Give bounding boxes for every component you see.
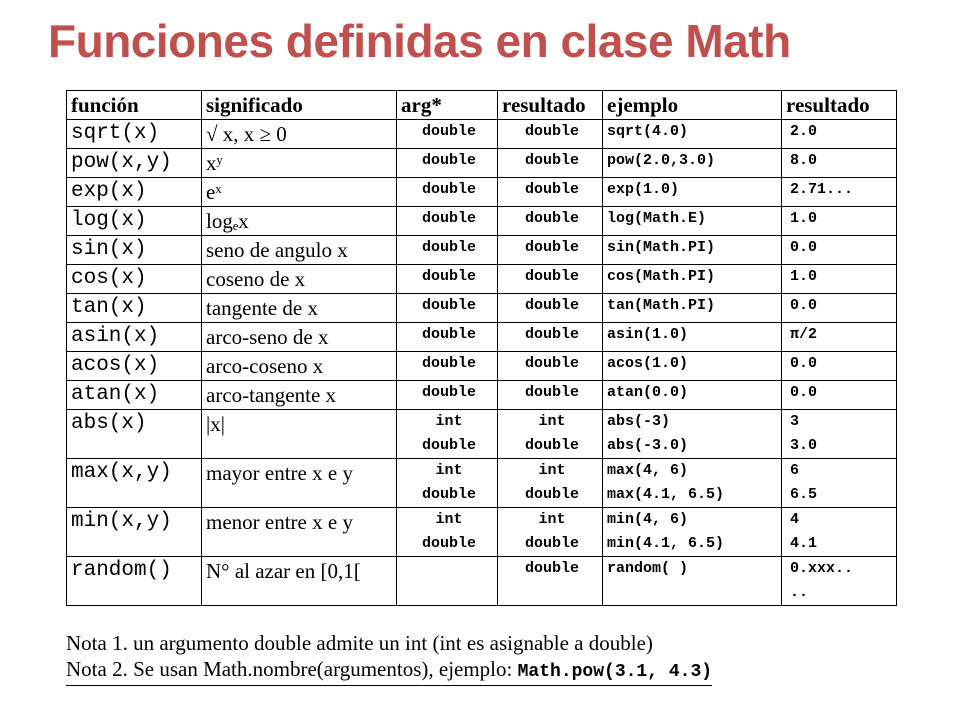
function-name-cell: min(x,y)	[66, 508, 201, 557]
meaning-cell: mayor entre x e y	[201, 459, 396, 508]
return-type: double	[524, 268, 579, 285]
note-2	[66, 656, 712, 686]
meaning-cell: |x|	[201, 410, 396, 459]
function-name-cell: asin(x)	[66, 323, 201, 352]
example-result-cell	[781, 381, 897, 410]
example-result-cell	[781, 410, 897, 459]
return-type: double	[524, 152, 579, 169]
arg-type-cell	[396, 236, 497, 265]
meaning-cell: N° al azar en [0,1[	[201, 557, 396, 606]
return-type-cell	[497, 265, 602, 294]
arg-type-cell	[396, 207, 497, 236]
example-result-cell	[781, 352, 897, 381]
meaning-cell: tangente de x	[201, 294, 396, 323]
return-type: double	[524, 560, 579, 577]
arg-type-cell	[396, 294, 497, 323]
header-significado: significado	[201, 90, 396, 120]
arg-type: double	[421, 210, 476, 227]
table-row	[66, 352, 897, 381]
meaning-cell: xʸ	[201, 149, 396, 178]
return-type-cell	[497, 381, 602, 410]
example-cell	[602, 381, 781, 410]
header-resultado-ejemplo: resultado	[781, 90, 897, 120]
example-call: acos(1.0)	[607, 355, 689, 372]
example-result-cell	[781, 120, 897, 149]
example-result-cell	[781, 265, 897, 294]
example-result: 1.0	[790, 210, 818, 227]
return-type-cell	[497, 294, 602, 323]
table-row	[66, 410, 897, 459]
example-result-cell	[781, 149, 897, 178]
return-type: double	[524, 239, 579, 256]
table-row	[66, 207, 897, 236]
example-call: min(4, 6)	[607, 511, 689, 528]
table-row	[66, 508, 897, 557]
example-cell	[602, 265, 781, 294]
table-row	[66, 459, 897, 508]
example-call: random( )	[607, 560, 689, 577]
example-call: sin(Math.PI)	[607, 239, 716, 256]
example-call: sqrt(4.0)	[607, 123, 689, 140]
example-result: 0.0	[790, 384, 818, 401]
return-type-cell	[497, 508, 602, 557]
note-2-code: Math.pow(3.1, 4.3)	[517, 662, 713, 682]
example-call: pow(2.0,3.0)	[607, 152, 716, 169]
return-type: int	[538, 462, 566, 479]
meaning-cell: √ x, x ≥ 0	[201, 120, 396, 149]
example-result: 0.0	[790, 355, 818, 372]
example-cell	[602, 557, 781, 606]
arg-type-cell	[396, 410, 497, 459]
header-funcion: función	[66, 90, 201, 120]
arg-type: double	[421, 268, 476, 285]
return-type-cell	[497, 207, 602, 236]
example-cell	[602, 294, 781, 323]
example-call: tan(Math.PI)	[607, 297, 716, 314]
table-row	[66, 323, 897, 352]
return-type: double	[524, 326, 579, 343]
arg-type: double	[421, 297, 476, 314]
return-type: double	[524, 437, 579, 454]
arg-type: double	[421, 486, 476, 503]
example-call: max(4.1, 6.5)	[607, 486, 725, 503]
return-type: double	[524, 181, 579, 198]
table-row	[66, 236, 897, 265]
example-result: π/2	[790, 326, 818, 343]
example-result: 8.0	[790, 152, 818, 169]
meaning-cell: arco-seno de x	[201, 323, 396, 352]
arg-type: double	[421, 384, 476, 401]
arg-type: double	[421, 437, 476, 454]
function-name-cell: sqrt(x)	[66, 120, 201, 149]
table-row	[66, 381, 897, 410]
note-2-text: Nota 2. Se usan Math.nombre(argumentos), ejemplo:	[66, 657, 518, 681]
function-name-cell: log(x)	[66, 207, 201, 236]
example-result-cell	[781, 508, 897, 557]
table-row	[66, 149, 897, 178]
return-type-cell	[497, 352, 602, 381]
example-call: abs(-3.0)	[607, 437, 689, 454]
arg-type: double	[421, 239, 476, 256]
function-name-cell: acos(x)	[66, 352, 201, 381]
meaning-cell: logₑx	[201, 207, 396, 236]
meaning-cell: coseno de x	[201, 265, 396, 294]
example-call: min(4.1, 6.5)	[607, 535, 725, 552]
function-name-cell: random()	[66, 557, 201, 606]
return-type-cell	[497, 323, 602, 352]
arg-type-cell	[396, 459, 497, 508]
return-type: double	[524, 297, 579, 314]
example-cell	[602, 410, 781, 459]
return-type-cell	[497, 178, 602, 207]
return-type-cell	[497, 120, 602, 149]
arg-type: double	[421, 123, 476, 140]
example-result: ..	[790, 584, 809, 601]
example-cell	[602, 120, 781, 149]
function-name-cell: atan(x)	[66, 381, 201, 410]
return-type: int	[538, 511, 566, 528]
arg-type-cell	[396, 557, 497, 606]
example-call: abs(-3)	[607, 413, 671, 430]
arg-type-cell	[396, 149, 497, 178]
arg-type: int	[435, 462, 463, 479]
meaning-cell: arco-tangente x	[201, 381, 396, 410]
example-result: 0.xxx..	[790, 560, 854, 577]
return-type: int	[538, 413, 566, 430]
table-row	[66, 265, 897, 294]
header-resultado-tipo: resultado	[497, 90, 602, 120]
example-result: 0.0	[790, 239, 818, 256]
arg-type: int	[435, 511, 463, 528]
function-name-cell: pow(x,y)	[66, 149, 201, 178]
arg-type: double	[421, 181, 476, 198]
example-call: log(Math.E)	[607, 210, 707, 227]
example-result: 4	[790, 511, 800, 528]
example-cell	[602, 323, 781, 352]
example-result: 4.1	[790, 535, 818, 552]
example-result: 6	[790, 462, 800, 479]
meaning-cell: arco-coseno x	[201, 352, 396, 381]
header-ejemplo: ejemplo	[602, 90, 781, 120]
example-cell	[602, 149, 781, 178]
meaning-cell: seno de angulo x	[201, 236, 396, 265]
arg-type-cell	[396, 508, 497, 557]
example-result-cell	[781, 323, 897, 352]
function-name-cell: abs(x)	[66, 410, 201, 459]
arg-type-cell	[396, 352, 497, 381]
note-1: Nota 1. un argumento double admite un int (int es asignable a double)	[66, 631, 653, 655]
example-cell	[602, 508, 781, 557]
example-result: 3.0	[790, 437, 818, 454]
table-header-row	[66, 90, 897, 120]
return-type-cell	[497, 557, 602, 606]
example-result-cell	[781, 557, 897, 606]
function-name-cell: cos(x)	[66, 265, 201, 294]
example-result-cell	[781, 294, 897, 323]
return-type: double	[524, 384, 579, 401]
return-type-cell	[497, 410, 602, 459]
table-row	[66, 120, 897, 149]
example-cell	[602, 459, 781, 508]
math-functions-table	[66, 90, 897, 606]
meaning-cell: menor entre x e y	[201, 508, 396, 557]
meaning-cell: eˣ	[201, 178, 396, 207]
example-result-cell	[781, 207, 897, 236]
return-type: double	[524, 123, 579, 140]
example-cell	[602, 178, 781, 207]
return-type: double	[524, 355, 579, 372]
example-cell	[602, 207, 781, 236]
arg-type-cell	[396, 265, 497, 294]
example-cell	[602, 236, 781, 265]
function-name-cell: exp(x)	[66, 178, 201, 207]
example-result: 3	[790, 413, 800, 430]
arg-type-cell	[396, 323, 497, 352]
arg-type: double	[421, 152, 476, 169]
arg-type-cell	[396, 120, 497, 149]
example-result: 2.71...	[790, 181, 854, 198]
example-result: 1.0	[790, 268, 818, 285]
function-name-cell: max(x,y)	[66, 459, 201, 508]
header-arg: arg*	[396, 90, 497, 120]
example-cell	[602, 352, 781, 381]
function-name-cell: sin(x)	[66, 236, 201, 265]
example-call: max(4, 6)	[607, 462, 689, 479]
arg-type: double	[421, 326, 476, 343]
example-call: asin(1.0)	[607, 326, 689, 343]
return-type: double	[524, 535, 579, 552]
example-call: atan(0.0)	[607, 384, 689, 401]
table-row	[66, 294, 897, 323]
example-result-cell	[781, 236, 897, 265]
example-call: cos(Math.PI)	[607, 268, 716, 285]
arg-type: double	[421, 535, 476, 552]
example-result-cell	[781, 459, 897, 508]
table-row	[66, 557, 897, 606]
notes-block	[66, 630, 712, 686]
arg-type-cell	[396, 381, 497, 410]
example-result: 2.0	[790, 123, 818, 140]
page-title: Funciones definidas en clase Math	[48, 15, 791, 67]
return-type-cell	[497, 236, 602, 265]
table-row	[66, 178, 897, 207]
return-type: double	[524, 486, 579, 503]
arg-type-cell	[396, 178, 497, 207]
example-result: 0.0	[790, 297, 818, 314]
example-result: 6.5	[790, 486, 818, 503]
return-type-cell	[497, 149, 602, 178]
example-result-cell	[781, 178, 897, 207]
example-call: exp(1.0)	[607, 181, 680, 198]
arg-type: int	[435, 413, 463, 430]
arg-type: double	[421, 355, 476, 372]
return-type: double	[524, 210, 579, 227]
return-type-cell	[497, 459, 602, 508]
function-name-cell: tan(x)	[66, 294, 201, 323]
